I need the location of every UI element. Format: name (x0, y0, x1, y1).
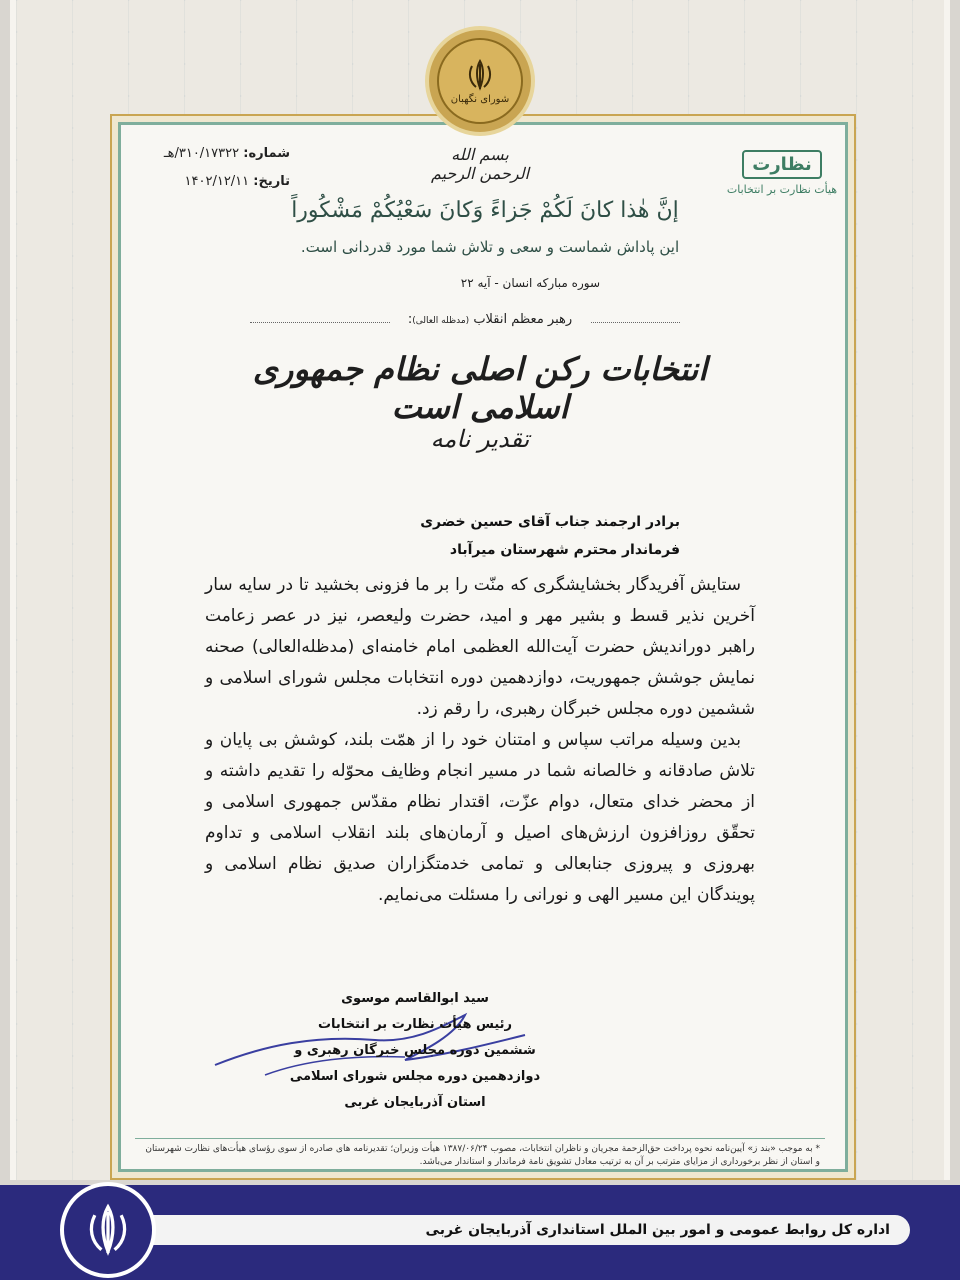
banner-emblem (60, 1182, 156, 1278)
recipient-name: برادر ارجمند جناب آقای حسین خضری (420, 514, 680, 530)
date-label: تاریخ: (253, 174, 290, 189)
letter-date (150, 168, 290, 196)
nezarat-logo-subtitle: هیأت نظارت بر انتخابات (726, 183, 838, 196)
emblem-medallion (425, 26, 535, 136)
signer-title: ششمین دوره مجلس خبرگان رهبری و (294, 1043, 536, 1058)
recipient-position: فرماندار محترم شهرستان میرآباد (449, 542, 680, 558)
signer-name: سید ابوالقاسم موسوی (341, 991, 489, 1006)
number-label: شماره: (243, 146, 290, 161)
footnote: * به موجب «بند ز» آیین‌نامه نحوه پرداخت حق‌الزحمة مجریان و ناظران انتخابات، مصوب ۱۳۸۷/۰۶/۲۴ هیأت وزیران؛ تقدیرنامه های صادره از سوی رؤسای هیأت‌های نظارت شهرستان و استان از نظر برخورداری از مزایای مترتب بر آن به ترتیب معادل تشویق نامة فرماندار و استاندار می‌باشد. (145, 1144, 820, 1167)
leader-honorific: (مدظله العالی) (412, 316, 470, 326)
iran-emblem-icon (80, 1202, 136, 1258)
date-value: ۱۴۰۲/۱۲/۱۱ (184, 174, 250, 189)
nezarat-logo (712, 150, 852, 196)
leader-label: رهبر معظم انقلاب (473, 312, 573, 327)
leader-quote-label: رهبر معظم انقلاب (مدظله العالی): (390, 312, 590, 327)
footnote-divider (135, 1138, 825, 1139)
letter-number (150, 140, 290, 168)
body-paragraph: بدین وسیله مراتب سپاس و امتنان خود را از همّت بلند، کوشش بی پایان و تلاش صادقانه و خالصانه شما در مسیر انجام وظایف محوّله را تقدیم داشته و از محضر خدای متعال، دوام عزّت، اقتدار نظام مقدّس جمهوری اسلامی و تحقّق روزافزون ارزش‌های اصیل و آرمان‌های بلند انقلاب اسلامی و تداوم بهروزی و پیروزی جنابعالی و تمامی خدمتگزاران صدیق نظام اسلامی و پویندگان این مسیر الهی و نورانی را مسئلت می‌نمایم. (205, 730, 755, 905)
signer-title: استان آذربایجان غربی (344, 1095, 486, 1110)
emblem-caption: شورای نگهبان (450, 93, 510, 105)
nezarat-logo-text: نظارت (742, 150, 822, 179)
quran-verse: إنَّ هٰذا کانَ لَکُمْ جَزاءً وَکانَ سَعْیُکُمْ مَشْکُوراً (291, 198, 679, 223)
letter-meta (150, 140, 290, 196)
banner-text: اداره کل روابط عمومی و امور بین الملل استانداری آذربایجان غربی (120, 1215, 910, 1245)
letter-body (205, 570, 755, 911)
recipient-block (300, 508, 680, 564)
number-value: ۳۱۰/۱۷۳۲۲/هـ (163, 146, 240, 161)
election-motto: انتخابات رکن اصلی نظام جمهوری اسلامی است (252, 350, 708, 426)
verse-reference: سوره مبارکه انسان - آیه ۲۲ (460, 276, 600, 290)
signer-title: رئیس هیأت نظارت بر انتخابات (317, 1017, 513, 1032)
verse-translation: این پاداش شماست و سعی و تلاش شما مورد قدردانی است. (300, 238, 680, 256)
body-paragraph: ستایش آفریدگار بخشایشگری که منّت را بر ما فزونی بخشید تا در سایه سار آخرین نذیر قسط و بشیر مهر و امید، حضرت ولیعصر، نیز در عصر زعامت راهبر دوراندیش حضرت آیت‌الله العظمی امام خامنه‌ای (مدظله‌العالی) صحنه نمایش جوشش جمهوریت، دوازدهمین دوره انتخابات مجلس شورای اسلامی و ششمین دوره مجلس خبرگان رهبری، را رقم زد. (205, 575, 755, 719)
signature-block (250, 986, 580, 1116)
certificate-title: تقدیر نامه (430, 425, 530, 453)
iran-emblem-icon (463, 58, 497, 92)
signer-title: دوازدهمین دوره مجلس شورای اسلامی (289, 1069, 541, 1084)
bismillah: بسم الله الرحمن الرحیم (430, 145, 530, 183)
